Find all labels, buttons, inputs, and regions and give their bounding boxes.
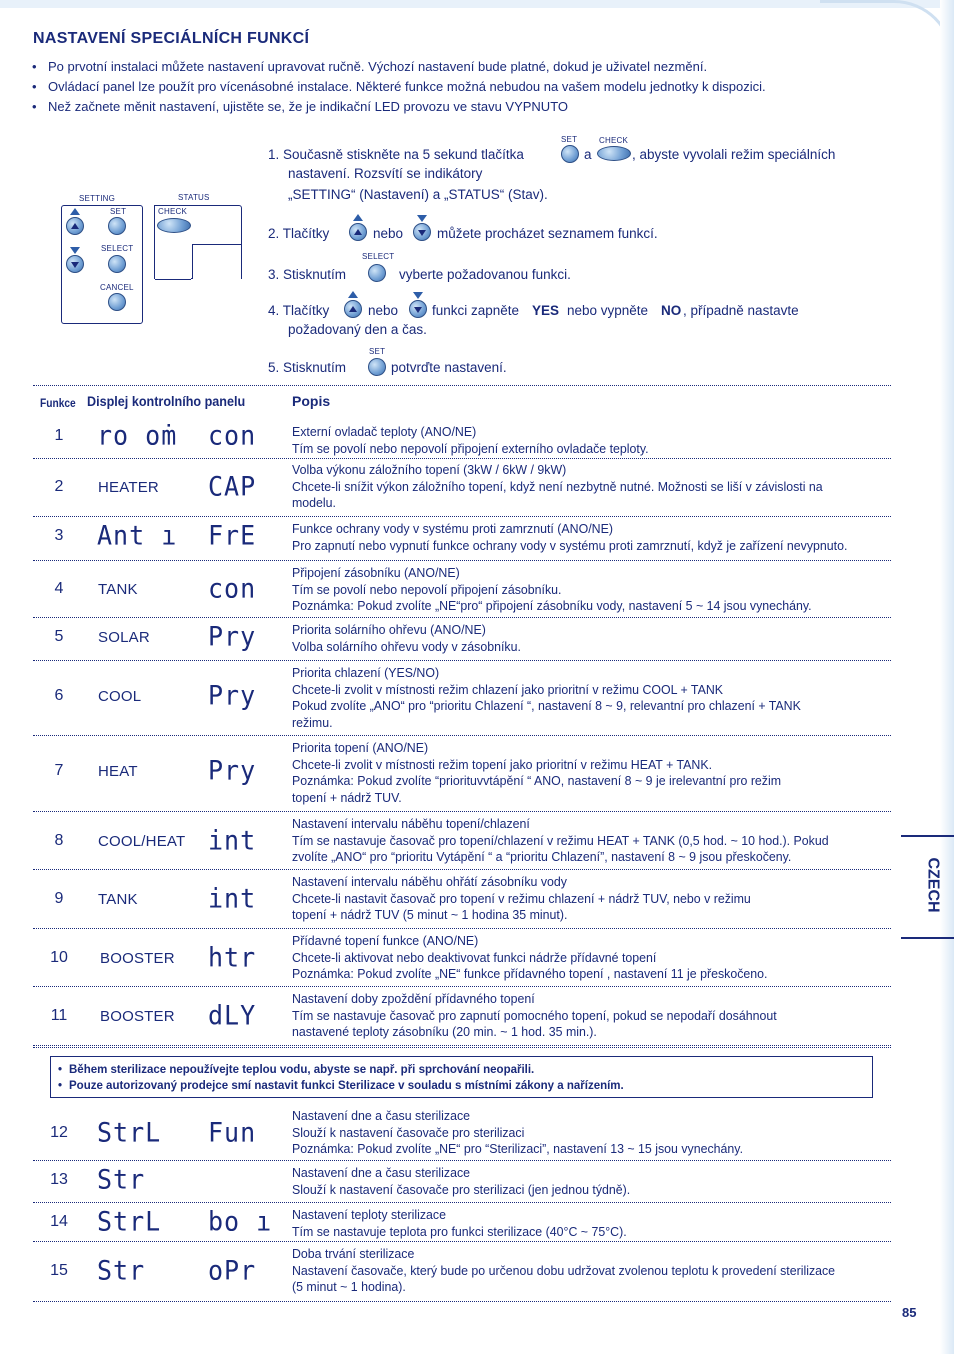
page-top-border: [0, 0, 954, 8]
status-label: STATUS: [178, 193, 210, 202]
function-description: [292, 1165, 887, 1198]
description-line: Funkce ochrany vody v systému proti zamrznutí (ANO/NE): [292, 521, 613, 536]
description-line: Priorita topení (ANO/NE): [292, 740, 429, 755]
step-2-down-arrow-icon: [417, 215, 427, 222]
status-panel-notch: [155, 245, 191, 280]
intro-item: • Ovládací panel lze použít pro vícenásobné instalace. Některé funkce možná nebudou na vašem modelu jednotky k dispozici.: [32, 77, 892, 97]
step-1-text-b: a: [584, 147, 592, 162]
description-line: Nastavení dne a času sterilizace: [292, 1108, 471, 1123]
page-title: NASTAVENÍ SPECIÁLNÍCH FUNKCÍ: [33, 30, 310, 47]
function-description: [292, 462, 887, 512]
down-icon: [71, 262, 79, 268]
row-separator: [33, 1301, 891, 1302]
display-segment-right: Pry: [208, 755, 257, 786]
function-label: HEATER: [98, 479, 159, 496]
step-4-up-icon: [344, 300, 362, 318]
language-label: CZECH: [924, 857, 942, 913]
display-segment-left: Str: [97, 1164, 146, 1195]
step-4-text-c: funkci zapněte: [432, 303, 520, 318]
row-separator: [33, 869, 891, 870]
display-segment-left: Str: [97, 1255, 146, 1286]
step-4-text-e: , případně nastavte: [683, 303, 799, 318]
warning-item: • Pouze autorizovaný prodejce smí nastavit funkci Sterilizace v souladu s místními zákony a nařízením.: [58, 1078, 872, 1094]
down-icon: [414, 307, 422, 313]
function-description: [292, 816, 887, 866]
function-label: BOOSTER: [100, 950, 175, 967]
step-5-text-a: 5. Stisknutím: [268, 360, 347, 375]
step-1-check-icon: [597, 146, 631, 161]
step-2-text-c: můžete procházet seznamem funkcí.: [437, 226, 658, 241]
step-4-no: NO: [661, 303, 682, 318]
row-separator: [33, 928, 891, 929]
display-segment-right: Fun: [208, 1117, 257, 1148]
function-number: 3: [54, 527, 64, 544]
step-3-select-icon: [368, 264, 386, 282]
down-icon: [418, 230, 426, 236]
function-label: HEAT: [98, 763, 138, 780]
description-line: Poznámka: Pokud zvolíte „NE“ pro “Sterilizaci”, nastavení 13 ~ 15 jsou vynechány.: [292, 1141, 744, 1156]
display-segment-right: int: [208, 825, 257, 856]
description-line: Priorita solárního ohřevu (ANO/NE): [292, 622, 486, 637]
down-button[interactable]: [66, 255, 84, 273]
description-line: Tím se nastavuje časovač pro zapnutí pomocného topení, pokud se nepodaří dosáhnout: [292, 1007, 777, 1023]
step-4-down-arrow-icon: [413, 292, 423, 299]
row-separator: [33, 660, 891, 661]
cancel-label: CANCEL: [100, 283, 134, 292]
function-number: 14: [50, 1213, 68, 1230]
function-number: 7: [54, 762, 64, 779]
display-segment-left: ro oṁ: [97, 420, 178, 451]
function-number: 9: [54, 890, 64, 907]
function-label: TANK: [98, 891, 138, 908]
description-line: Pro zapnutí nebo vypnutí funkce ochrany vody v systému proti zamrznutí, když je zařízení nevypnuto.: [292, 537, 848, 553]
description-line: Chcete-li snížit výkon záložního topení, když není nezbytně nutné. Možnosti se liší v závislosti na: [292, 478, 823, 494]
display-segment-right: Pry: [208, 621, 257, 652]
warning-item: • Během sterilizace nepoužívejte teplou vodu, abyste se např. při sprchování neopařili.: [58, 1062, 872, 1078]
up-icon: [354, 229, 362, 235]
function-number: 10: [50, 949, 68, 966]
display-segment-right: oPr: [208, 1255, 257, 1286]
description-line: Externí ovladač teploty (ANO/NE): [292, 424, 477, 439]
description-line: Volba výkonu záložního topení (3kW / 6kW / 9kW): [292, 462, 567, 477]
description-line: Poznámka: Pokud zvolíte “priorituvvtápění “ ANO, nastavení 8 ~ 9 je irelevantní pro režim: [292, 773, 782, 788]
row-separator: [33, 986, 891, 987]
description-line: Nastavení dne a času sterilizace: [292, 1165, 471, 1180]
description-line: Nastavení doby zpoždění přídavného topení: [292, 991, 535, 1006]
function-number: 8: [54, 832, 64, 849]
page-number: 85: [902, 1305, 917, 1320]
description-line: Poznámka: Pokud zvolíte „NE“pro“ připojení zásobníku vody, nastavení 5 ~ 14 jsou vynechány.: [292, 598, 812, 613]
up-icon: [71, 223, 79, 229]
function-number: 11: [50, 1007, 68, 1024]
description-line: modelu.: [292, 495, 337, 510]
description-line: Tím se nastavuje teplota pro funkci sterilizace (40°C ~ 75°C).: [292, 1223, 627, 1239]
function-description: [292, 665, 887, 731]
function-description: [292, 991, 887, 1041]
set-button[interactable]: [108, 217, 126, 235]
status-panel-inner: [192, 244, 241, 279]
step-4-down-icon: [409, 300, 427, 318]
step-3-text-b: vyberte požadovanou funkci.: [399, 267, 571, 282]
select-button[interactable]: [108, 255, 126, 273]
function-label: SOLAR: [98, 629, 150, 646]
function-description: [292, 521, 887, 554]
display-segment-right: int: [208, 883, 257, 914]
row-separator: [33, 1045, 891, 1046]
function-description: [292, 424, 887, 457]
function-number: 1: [54, 427, 64, 444]
display-segment-right: con: [208, 420, 257, 451]
display-segment-right: FrE: [208, 520, 257, 551]
function-label: COOL: [98, 688, 142, 705]
display-segment-right: con: [208, 573, 257, 604]
function-label: BOOSTER: [100, 1008, 175, 1025]
up-icon: [349, 306, 357, 312]
step-2-text-a: 2. Tlačítky: [268, 226, 330, 241]
description-line: Nastavení časovače, který bude po určenou dobu udržovat zvolenou teplotu k provedení sterilizace: [292, 1262, 836, 1278]
intro-list: [32, 57, 892, 117]
col-header-popis: Popis: [292, 393, 331, 409]
step-4-text-b: nebo: [368, 303, 399, 318]
step-1-text-d: nastavení. Rozsvítí se indikátory: [288, 166, 483, 181]
function-description: [292, 565, 887, 615]
description-line: Chcete-li zvolit v místnosti režim topení jako prioritní v režimu HEAT + TANK.: [292, 756, 713, 772]
col-header-displej: Displej kontrolního panelu: [87, 393, 246, 409]
function-number: 2: [54, 478, 64, 495]
step-1-text-c: , abyste vyvolali režim speciálních: [632, 147, 836, 162]
display-segment-left: StrL: [97, 1117, 162, 1148]
description-line: Nastavení intervalu náběhu topení/chlazení: [292, 816, 530, 831]
step-3-text-a: 3. Stisknutím: [268, 267, 347, 282]
description-line: nastavené teploty zásobníku (20 min. ~ 1 hod. 35 min.).: [292, 1024, 597, 1039]
display-segment-right: htr: [208, 942, 257, 973]
description-line: režimu.: [292, 714, 333, 730]
function-label: TANK: [98, 581, 138, 598]
step-1-set-icon: [561, 145, 579, 163]
description-line: Poznámka: Pokud zvolíte „NE“ funkce přídavného topení , nastavení 11 je přeskočeno.: [292, 966, 768, 981]
step-2-up-icon: [349, 223, 367, 241]
row-separator: [33, 811, 891, 812]
step-2-text-b: nebo: [373, 226, 404, 241]
description-line: zvolíte „ANO“ pro “prioritu Vytápění “ a “prioritu Chlazení”, nastavení 8 ~ 9 jsou přeskočeny.: [292, 849, 792, 864]
step-1-text-e: „SETTING“ (Nastavení) a „STATUS“ (Stav).: [288, 187, 548, 202]
description-line: Doba trvání sterilizace: [292, 1246, 415, 1261]
description-line: topení + nádrž TUV.: [292, 789, 402, 805]
function-description: [292, 874, 887, 924]
set-label: SET: [110, 207, 127, 216]
page-right-border: [940, 0, 954, 1354]
description-line: Priorita chlazení (YES/NO): [292, 665, 440, 680]
description-line: Pokud zvolíte „ANO“ pro “prioritu Chlazení “, nastavení 8 ~ 9, relevantní pro chlazení + TANK: [292, 698, 801, 713]
step-4-yes: YES: [532, 303, 560, 318]
step-1-set-label: SET: [561, 135, 578, 144]
description-line: Tím se nastavuje časovač pro topení/chlazení v režimu HEAT + TANK (0,5 hod. ~ 10 hod.). Pokud: [292, 832, 829, 848]
down-arrow-icon: [70, 247, 80, 254]
row-separator: [33, 516, 891, 517]
description-line: Slouží k nastavení časovače pro sterilizaci (jen jednou týdně).: [292, 1181, 631, 1197]
step-4-text-f: požadovaný den a čas.: [288, 322, 427, 337]
display-segment-left: Ant ı: [97, 520, 178, 551]
check-label: CHECK: [158, 207, 188, 216]
function-description: [292, 622, 887, 655]
description-line: Přídavné topení funkce (ANO/NE): [292, 933, 479, 948]
row-separator: [33, 458, 891, 459]
function-description: [292, 740, 887, 806]
warning-top-rule: [33, 1047, 891, 1048]
select-label: SELECT: [101, 244, 134, 253]
up-button[interactable]: [66, 217, 84, 235]
table-top-rule: [33, 385, 891, 386]
description-line: Tím se povolí nebo nepovolí připojení zásobníku.: [292, 581, 562, 597]
description-line: Připojení zásobníku (ANO/NE): [292, 565, 460, 580]
step-4-up-arrow-icon: [348, 291, 358, 298]
row-separator: [33, 617, 891, 618]
step-3-select-label: SELECT: [362, 252, 395, 261]
function-number: 4: [54, 580, 64, 597]
row-separator: [33, 1241, 891, 1242]
step-1-check-label: CHECK: [599, 136, 629, 145]
description-line: Slouží k nastavení časovače pro sterilizaci: [292, 1124, 525, 1140]
display-segment-right: dLY: [208, 1000, 257, 1031]
up-arrow-icon: [70, 208, 80, 215]
function-number: 6: [54, 687, 64, 704]
function-number: 12: [50, 1124, 68, 1141]
step-1-text-a: 1. Současně stiskněte na 5 sekund tlačítka: [268, 147, 524, 162]
function-number: 13: [50, 1171, 68, 1188]
display-segment-right: CAP: [208, 471, 257, 502]
row-separator: [33, 1160, 891, 1161]
cancel-button[interactable]: [108, 293, 126, 311]
step-5-set-label: SET: [369, 347, 386, 356]
intro-item: • Než začnete měnit nastavení, ujistěte se, že je indikační LED provozu ve stavu VYPNUTO: [32, 97, 892, 117]
description-line: Nastavení teploty sterilizace: [292, 1207, 446, 1222]
function-description: [292, 1207, 887, 1240]
description-line: (5 minut ~ 1 hodina).: [292, 1279, 406, 1294]
check-button[interactable]: [157, 218, 191, 233]
function-description: [292, 1108, 887, 1158]
function-description: [292, 933, 887, 983]
row-separator: [33, 735, 891, 736]
function-number: 15: [50, 1262, 68, 1279]
description-line: Volba solárního ohřevu vody v zásobníku.: [292, 638, 521, 654]
function-description: [292, 1246, 887, 1296]
display-segment-right: bo ı: [208, 1206, 273, 1237]
step-2-down-icon: [413, 223, 431, 241]
sterilization-warning: [50, 1056, 873, 1098]
function-number: 5: [54, 628, 64, 645]
setting-label: SETTING: [79, 194, 116, 203]
step-5-set-icon: [368, 358, 386, 376]
description-line: Tím se povolí nebo nepovolí připojení externího ovladače teploty.: [292, 440, 649, 456]
step-4-text-a: 4. Tlačítky: [268, 303, 330, 318]
display-segment-left: StrL: [97, 1206, 162, 1237]
col-header-funkce: Funkce: [40, 396, 76, 410]
intro-item: • Po prvotní instalaci můžete nastavení upravovat ručně. Výchozí nastavení bude platné, dokud je uživatel nezmění.: [32, 57, 892, 77]
step-2-up-arrow-icon: [353, 214, 363, 221]
step-4-text-d: nebo vypněte: [567, 303, 649, 318]
description-line: topení + nádrž TUV (5 minut ~ 1 hodina 35 minut).: [292, 907, 568, 922]
description-line: Chcete-li nastavit časovač pro topení v režimu chlazení + nádrž TUV, nebo v režimu: [292, 890, 751, 906]
display-segment-right: Pry: [208, 680, 257, 711]
row-separator: [33, 560, 891, 561]
description-line: Nastavení intervalu náběhu ohřátí zásobníku vody: [292, 874, 567, 889]
function-label: COOL/HEAT: [98, 833, 186, 850]
row-separator: [33, 1202, 891, 1203]
description-line: Chcete-li zvolit v místnosti režim chlazení jako prioritní v režimu COOL + TANK: [292, 681, 723, 697]
description-line: Chcete-li aktivovat nebo deaktivovat funkci nádrže přídavné topení: [292, 949, 657, 965]
step-5-text-b: potvrďte nastavení.: [391, 360, 507, 375]
